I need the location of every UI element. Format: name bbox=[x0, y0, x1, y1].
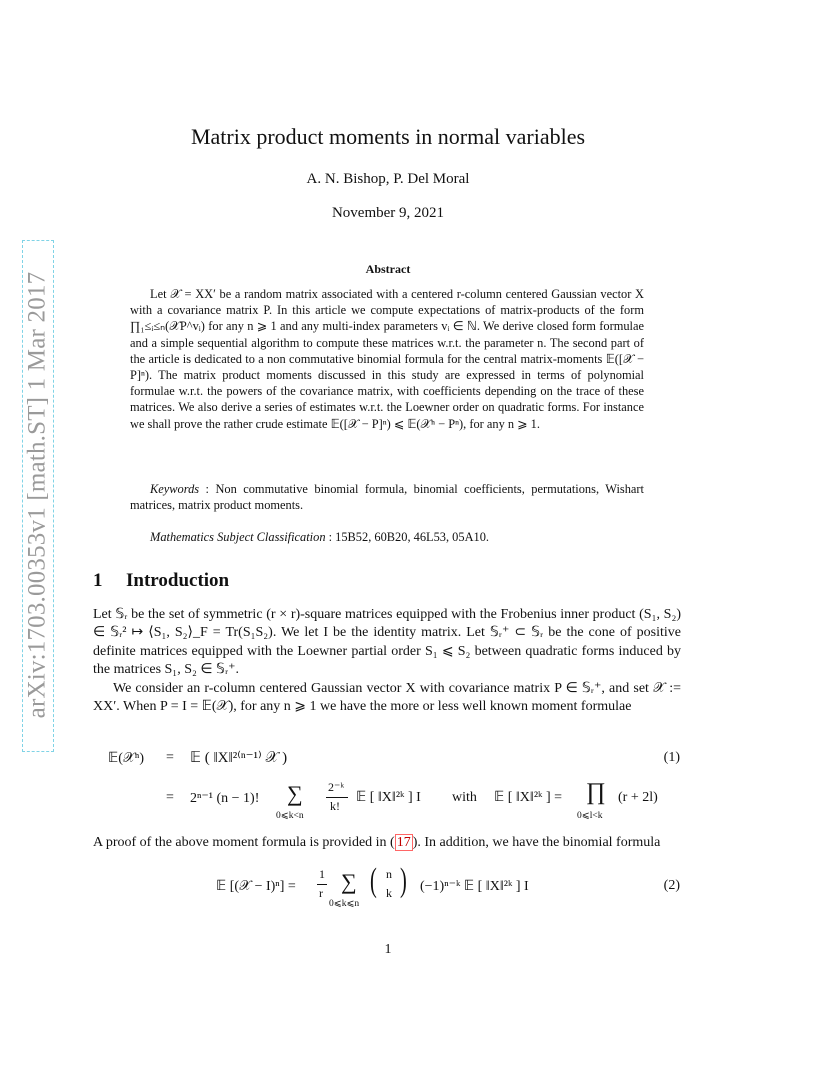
eq2-binom-bottom: k bbox=[386, 886, 392, 900]
eq1-equals-2: = bbox=[166, 790, 174, 805]
intro-paragraph-1 bbox=[93, 606, 681, 680]
arxiv-stamp-text: arXiv:1703.00353v1 [math.ST] 1 Mar 2017 bbox=[23, 271, 51, 719]
eq2-lhs: 𝔼 [(𝒳 − I)ⁿ] = bbox=[216, 879, 296, 894]
msc-classification bbox=[130, 529, 644, 545]
intro-paragraph-3 bbox=[93, 834, 681, 852]
paper-authors: A. N. Bishop, P. Del Moral bbox=[306, 171, 470, 187]
eq2-rhs: (−1)ⁿ⁻ᵏ 𝔼 [ ‖X‖²ᵏ ] I bbox=[420, 879, 529, 894]
keywords-label: Keywords bbox=[150, 482, 200, 496]
eq1-line2-product-term: (r + 2l) bbox=[618, 790, 658, 805]
intro-paragraph-1-text: Let 𝕊ᵣ be the set of symmetric (r × r)-square matrices equipped with the Frobenius inner product (S₁, S₂) ∈ 𝕊ᵣ² ↦ ⟨S₁, S₂⟩_F = Tr(S₁S₂). We let I be the identity matrix. Let 𝕊ᵣ⁺ ⊂ 𝕊ᵣ be the cone of positive definite matrices equipped with the Loewner partial order S₁ ⩽ S₂ between quadratic forms induced by the matrices S₁, S₂ ∈ 𝕊ᵣ⁺. bbox=[93, 607, 681, 678]
para3-end: ). In addition, we have the binomial formula bbox=[412, 835, 661, 850]
eq1-line2-moment-def: 𝔼 [ ‖X‖²ᵏ ] = bbox=[494, 790, 563, 805]
eq1-number: (1) bbox=[663, 750, 680, 765]
eq1-sum-sign: ∑ bbox=[287, 781, 303, 806]
abstract-text: Let 𝒳 = XX′ be a random matrix associated with a centered r-column centered Gaussian vector X with a covariance matrix P. In this article we compute expectations of matrix-products of the form ∏₁≤ᵢ≤ₙ(𝒳P^vᵢ) for any n ⩾ 1 and any multi-index parameters vᵢ ∈ ℕ. We derive closed form formulae and a simple sequential algorithm to compute these matrices w.r.t. the parameter n. The second part of the article is dedicated to a non commutative binomial formula for the central matrix-moments 𝔼([𝒳 − P]ⁿ). The matrix product moments discussed in this study are expressed in terms of polynomial formulae w.r.t. the powers of the covariance matrix, with coefficients depending on the trace of these matrices. We also derive a series of estimates w.r.t. the Loewner order on quadratic forms. For instance we shall prove the rather crude estimate 𝔼([𝒳 − P]ⁿ) ⩽ 𝔼(𝒳ⁿ − Pⁿ), for any n ⩾ 1. bbox=[130, 287, 644, 431]
arxiv-stamp bbox=[22, 240, 52, 750]
eq2-sum-sign: ∑ bbox=[341, 869, 357, 894]
eq1-frac-denominator: k! bbox=[330, 799, 340, 813]
eq2-sum-subscript: 0⩽k⩽n bbox=[329, 899, 360, 909]
abstract-heading: Abstract bbox=[365, 262, 411, 276]
paper-date: November 9, 2021 bbox=[331, 205, 445, 221]
section-number: 1 bbox=[93, 570, 103, 591]
keywords bbox=[130, 481, 644, 513]
msc-label: Mathematics Subject Classification bbox=[150, 530, 326, 544]
eq1-line2-factor: 2ⁿ⁻¹ (n − 1)! bbox=[190, 791, 260, 806]
intro-paragraph-3-text bbox=[93, 834, 681, 852]
eq2-binom-right-paren: ) bbox=[400, 862, 407, 899]
abstract-body bbox=[130, 286, 644, 432]
paper-title: Matrix product moments in normal variables bbox=[190, 124, 586, 149]
page-number: 1 bbox=[384, 942, 392, 957]
eq2-frac-denominator: r bbox=[319, 886, 323, 900]
citation-link-17[interactable]: 17 bbox=[396, 835, 411, 850]
section-title: Introduction bbox=[126, 570, 230, 591]
eq2-binom-top: n bbox=[386, 867, 392, 881]
eq2-frac-numerator: 1 bbox=[319, 867, 325, 881]
para3-start: A proof of the above moment formula is provided in ( bbox=[93, 835, 395, 850]
intro-paragraph-2-text: We consider an r-column centered Gaussian vector X with covariance matrix P ∈ 𝕊ᵣ⁺, and set 𝒳 := XX′. When P = I = 𝔼(𝒳), for any n ⩾ 1 we have the more or less well known moment formulae bbox=[93, 681, 681, 715]
eq2-binom-left-paren: ( bbox=[370, 862, 377, 899]
eq2-frac-bar bbox=[317, 884, 327, 885]
intro-paragraph-2 bbox=[93, 680, 681, 717]
eq1-frac-numerator: 2⁻ᵏ bbox=[328, 780, 345, 794]
eq1-prod-subscript: 0⩽l<k bbox=[577, 811, 603, 821]
eq1-sum-subscript: 0⩽k<n bbox=[276, 811, 304, 821]
section-heading bbox=[93, 570, 229, 592]
eq1-lhs: 𝔼(𝒳ⁿ) bbox=[108, 751, 144, 766]
eq1-line1: 𝔼 ( ‖X‖²⁽ⁿ⁻¹⁾ 𝒳 ) bbox=[190, 750, 288, 766]
keywords-text: : Non commutative binomial formula, binomial coefficients, permutations, Wishart matrices, matrix product moments. bbox=[130, 482, 644, 513]
eq1-frac-bar bbox=[326, 797, 348, 798]
eq1-line2-moment: 𝔼 [ ‖X‖²ᵏ ] I bbox=[356, 790, 421, 805]
eq1-equals-1: = bbox=[166, 750, 174, 765]
msc-text: : 15B52, 60B20, 46L53, 05A10. bbox=[325, 530, 490, 544]
eq1-prod-sign: ∏ bbox=[586, 779, 606, 805]
eq1-with: with bbox=[452, 790, 477, 805]
eq2-number: (2) bbox=[663, 878, 680, 893]
